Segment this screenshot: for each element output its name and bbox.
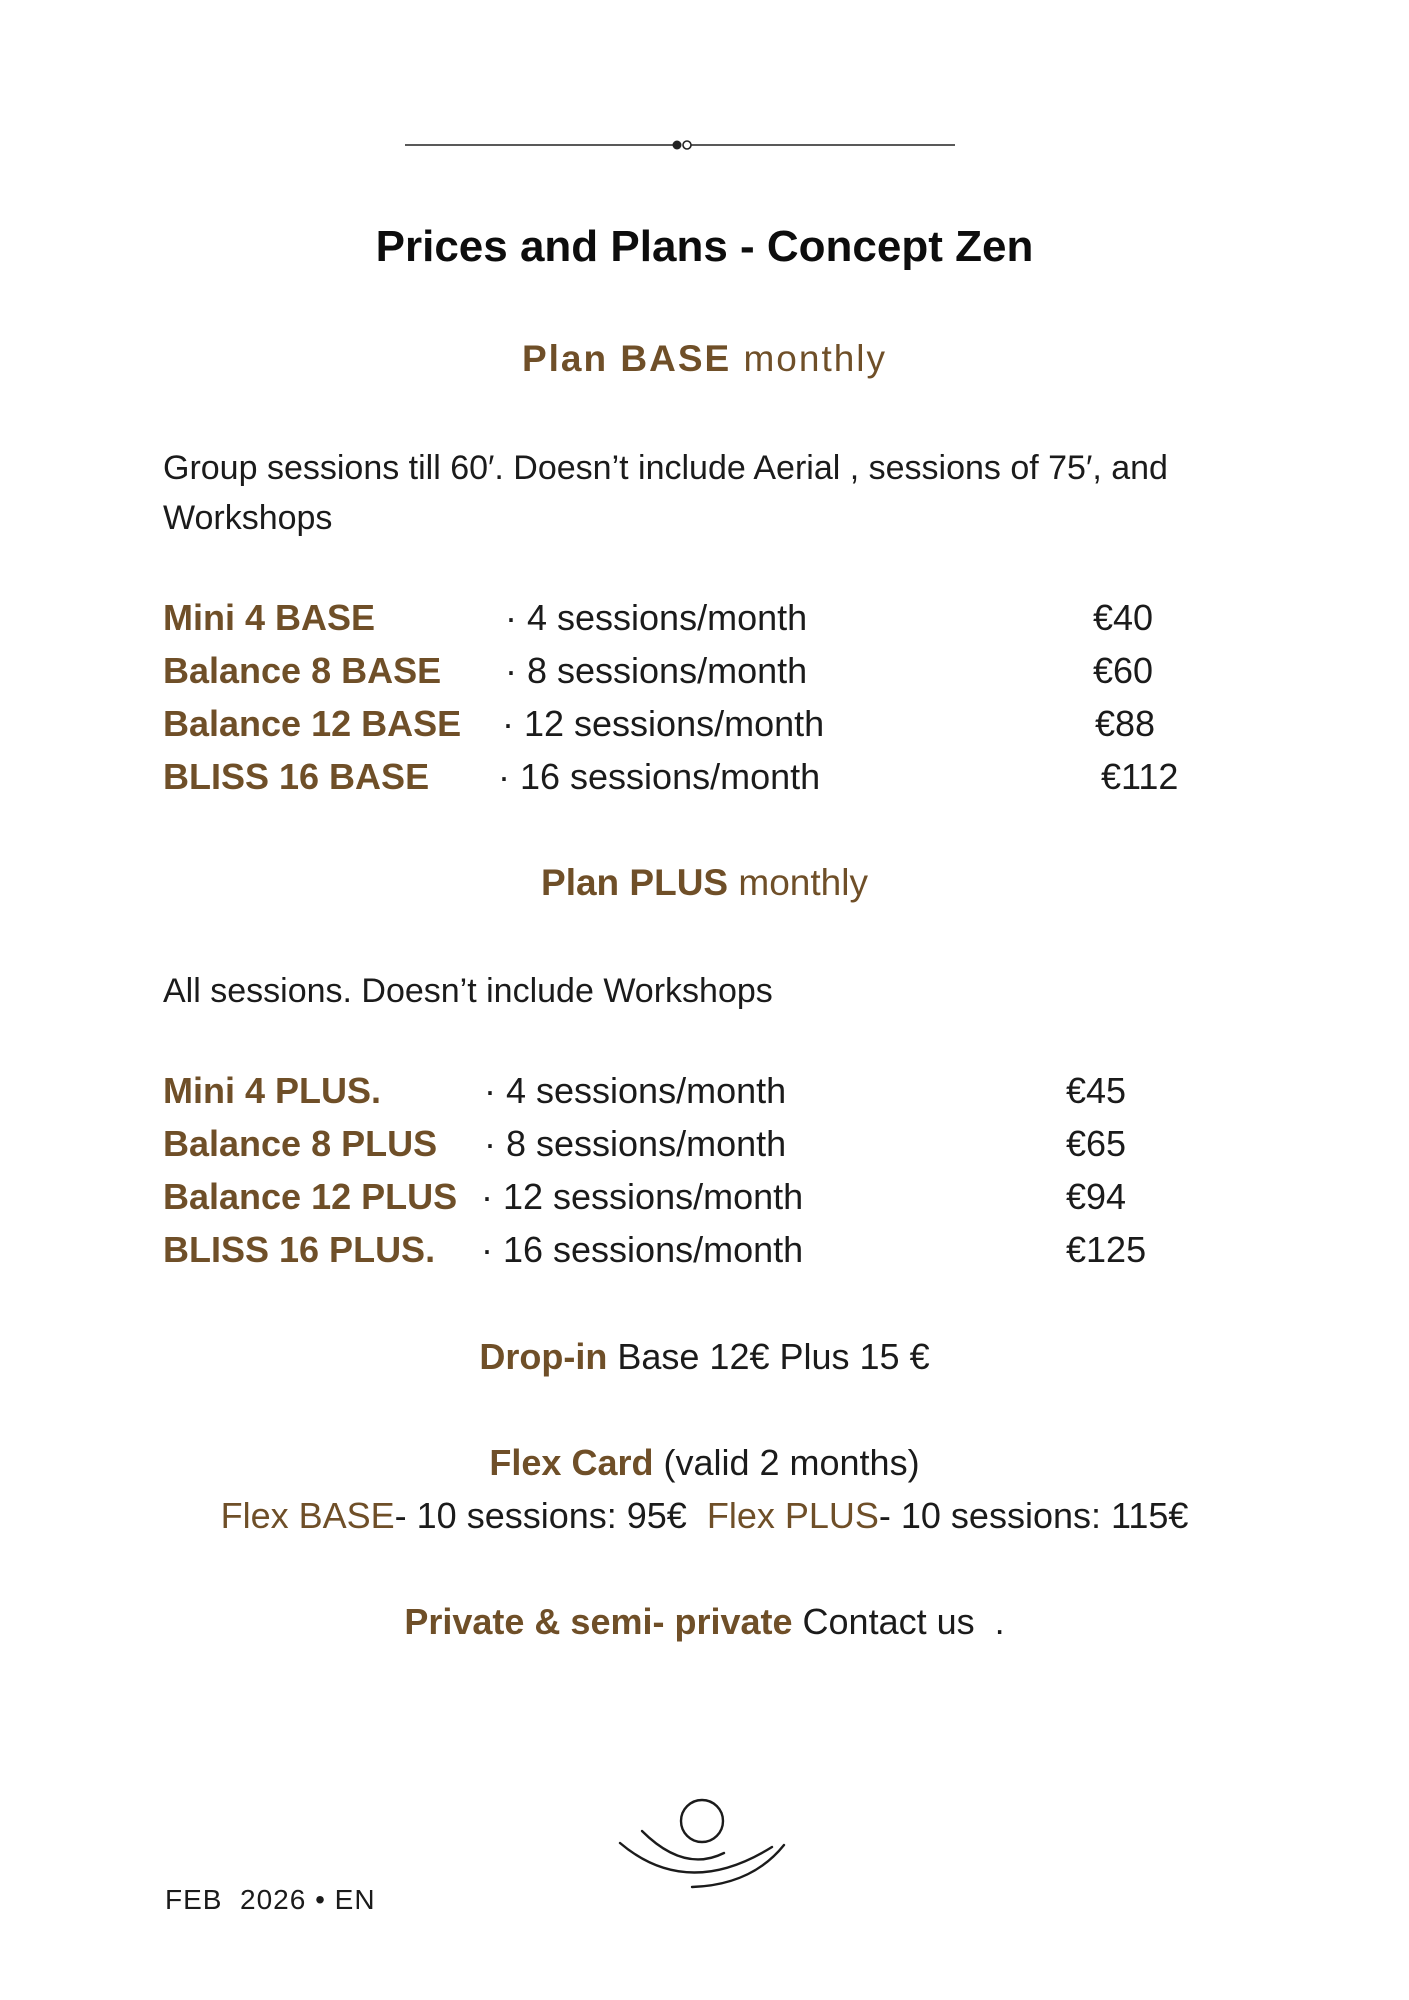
base-plan-row [0,597,1409,649]
plan-name: Balance 12 BASE [163,703,462,744]
plan-price: €40 [1093,597,1154,638]
plan-sessions: · 4 sessions/month [505,597,808,638]
divider-ornament-icon [405,130,955,160]
plan-sessions: · 4 sessions/month [484,1070,787,1111]
flex-card-label: Flex Card [489,1442,654,1483]
base-plan-heading-rest: monthly [731,338,888,379]
plan-sessions: · 12 sessions/month [481,1176,804,1217]
plan-name: BLISS 16 PLUS. [163,1229,436,1270]
plan-name: Balance 8 BASE [163,650,442,691]
plus-plan-heading-rest: monthly [728,862,868,903]
base-plan-description: Group sessions till 60′. Doesn’t include Aerial , sessions of 75′, and Workshops [163,449,1168,537]
plan-sessions: · 8 sessions/month [505,650,808,691]
plan-price: €60 [1093,650,1154,691]
drop-in-label: Drop-in [479,1336,608,1377]
plus-plan-row [0,1123,1409,1175]
plan-price: €112 [1101,756,1179,797]
private-label: Private & semi- private [404,1601,793,1642]
base-plan-row [0,650,1409,702]
sun-waves-logo-icon [612,1795,792,1895]
flex-card-heading [0,1442,1409,1484]
flex-plus-label: Flex PLUS [706,1495,879,1536]
plus-plan-heading [0,862,1409,904]
plan-name: BLISS 16 BASE [163,756,430,797]
plan-name: Balance 12 PLUS [163,1176,458,1217]
plus-plan-row [0,1176,1409,1228]
plan-price: €88 [1095,703,1156,744]
private-text: Contact us . [792,1601,1005,1642]
base-plan-heading-strong: Plan BASE [521,338,732,379]
plan-price: €65 [1066,1123,1127,1164]
plan-name: Mini 4 BASE [163,597,376,638]
plan-sessions: · 16 sessions/month [481,1229,804,1270]
footer-date-language: FEB 2026 • EN [165,1884,376,1915]
plus-plan-description: All sessions. Doesn’t include Workshops [163,972,773,1010]
flex-base-text: - 10 sessions: 95€ [394,1495,707,1536]
plan-price: €94 [1066,1176,1127,1217]
page-title: Prices and Plans - Concept Zen [375,222,1034,271]
base-plan-row [0,703,1409,755]
private-line [0,1601,1409,1643]
drop-in-line [0,1336,1409,1378]
plan-sessions: · 8 sessions/month [484,1123,787,1164]
plan-price: €45 [1066,1070,1127,1111]
flex-card-options [0,1495,1409,1537]
plan-sessions: · 12 sessions/month [502,703,825,744]
drop-in-text: Base 12€ Plus 15 € [607,1336,930,1377]
plus-plan-heading-strong: Plan PLUS [541,862,729,903]
flex-card-validity: (valid 2 months) [653,1442,920,1483]
flex-plus-text: - 10 sessions: 115€ [878,1495,1189,1536]
plan-name: Balance 8 PLUS [163,1123,438,1164]
plan-sessions: · 16 sessions/month [498,756,821,797]
plus-plan-row [0,1229,1409,1281]
base-plan-heading [0,338,1409,380]
flex-base-label: Flex BASE [220,1495,395,1536]
plus-plan-row [0,1070,1409,1122]
base-plan-row [0,756,1409,808]
plan-name: Mini 4 PLUS. [163,1070,382,1111]
plan-price: €125 [1066,1229,1147,1270]
